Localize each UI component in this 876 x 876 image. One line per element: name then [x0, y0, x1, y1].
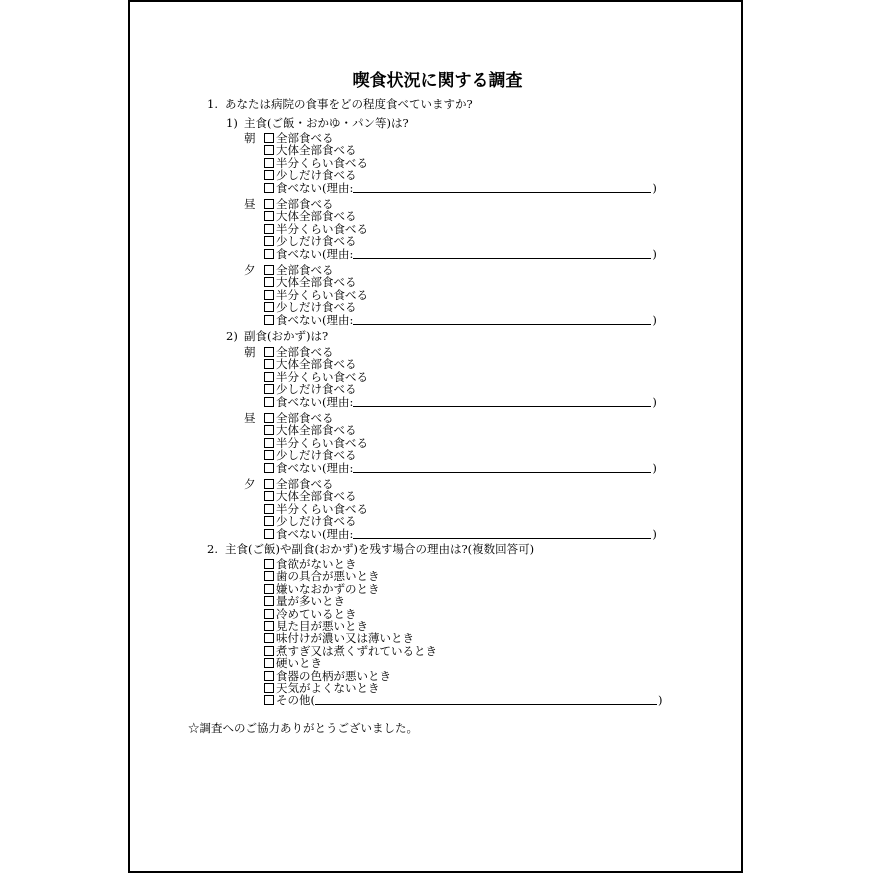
- section-label: 主食(ご飯・おかゆ・パン等)は?: [244, 116, 409, 130]
- checkbox[interactable]: [264, 224, 274, 234]
- checkbox[interactable]: [264, 397, 274, 407]
- checkbox[interactable]: [264, 347, 274, 357]
- question-2: [207, 543, 534, 556]
- option[interactable]: 半分くらい食べる: [264, 289, 657, 301]
- reason-input-line[interactable]: [353, 248, 651, 259]
- meal-label: 夕: [244, 263, 256, 277]
- option[interactable]: 全部食べる: [264, 412, 657, 424]
- option[interactable]: 少しだけ食べる: [264, 169, 657, 181]
- meal-label: 夕: [244, 477, 256, 491]
- reason-input-line[interactable]: [353, 462, 651, 473]
- option[interactable]: 少しだけ食べる: [264, 449, 657, 461]
- question-number: 2.: [207, 542, 218, 556]
- option[interactable]: 半分くらい食べる: [264, 503, 657, 515]
- reason-options: [264, 558, 663, 707]
- option[interactable]: 天気がよくないとき: [264, 682, 663, 694]
- survey-page: [128, 0, 743, 873]
- option[interactable]: 大体全部食べる: [264, 210, 657, 222]
- checkbox[interactable]: [264, 315, 274, 325]
- checkbox[interactable]: [264, 158, 274, 168]
- checkbox[interactable]: [264, 211, 274, 221]
- option[interactable]: 半分くらい食べる: [264, 223, 657, 235]
- option[interactable]: 半分くらい食べる: [264, 157, 657, 169]
- checkbox[interactable]: [264, 683, 274, 693]
- option[interactable]: 歯の具合が悪いとき: [264, 570, 663, 582]
- checkbox[interactable]: [264, 290, 274, 300]
- checkbox[interactable]: [264, 438, 274, 448]
- meal-label: 昼: [244, 197, 256, 211]
- option[interactable]: 少しだけ食べる: [264, 235, 657, 247]
- section-staple-food: [226, 117, 409, 130]
- page-title: 喫食状況に関する調査: [352, 71, 523, 91]
- checkbox[interactable]: [264, 183, 274, 193]
- reason-input-line[interactable]: [353, 314, 651, 325]
- checkbox[interactable]: [264, 450, 274, 460]
- checkbox[interactable]: [264, 463, 274, 473]
- option[interactable]: 冷めているとき: [264, 608, 663, 620]
- option-other-reason[interactable]: 食べない(理由: ): [264, 182, 657, 194]
- reason-input-line[interactable]: [353, 396, 651, 407]
- checkbox[interactable]: [264, 633, 274, 643]
- checkbox[interactable]: [264, 384, 274, 394]
- option[interactable]: 食器の色柄が悪いとき: [264, 670, 663, 682]
- reason-input-line[interactable]: [353, 182, 651, 193]
- meal-label: 昼: [244, 411, 256, 425]
- checkbox[interactable]: [264, 516, 274, 526]
- option[interactable]: 味付けが濃い又は薄いとき: [264, 632, 663, 644]
- checkbox[interactable]: [264, 609, 274, 619]
- option-other[interactable]: その他( ): [264, 694, 663, 706]
- checkbox[interactable]: [264, 559, 274, 569]
- option[interactable]: 大体全部食べる: [264, 144, 657, 156]
- question-text: 主食(ご飯)や副食(おかず)を残す場合の理由は?(複数回答可): [225, 542, 535, 556]
- option[interactable]: 全部食べる: [264, 478, 657, 490]
- checkbox[interactable]: [264, 504, 274, 514]
- checkbox[interactable]: [264, 199, 274, 209]
- option-other-reason[interactable]: 食べない(理由: ): [264, 528, 657, 540]
- option[interactable]: 大体全部食べる: [264, 424, 657, 436]
- option[interactable]: 食欲がないとき: [264, 558, 663, 570]
- checkbox[interactable]: [264, 133, 274, 143]
- section-number: 1): [226, 116, 238, 130]
- option[interactable]: 煮すぎ又は煮くずれているとき: [264, 645, 663, 657]
- option[interactable]: 嫌いなおかずのとき: [264, 583, 663, 595]
- checkbox[interactable]: [264, 479, 274, 489]
- checkbox[interactable]: [264, 491, 274, 501]
- checkbox[interactable]: [264, 621, 274, 631]
- checkbox[interactable]: [264, 372, 274, 382]
- checkbox[interactable]: [264, 571, 274, 581]
- checkbox[interactable]: [264, 359, 274, 369]
- option[interactable]: 全部食べる: [264, 346, 657, 358]
- checkbox[interactable]: [264, 671, 274, 681]
- option-other-reason[interactable]: 食べない(理由: ): [264, 314, 657, 326]
- meal-label: 朝: [244, 345, 256, 359]
- section-number: 2): [226, 329, 238, 343]
- checkbox[interactable]: [264, 646, 274, 656]
- checkbox[interactable]: [264, 584, 274, 594]
- option[interactable]: 全部食べる: [264, 264, 657, 276]
- option[interactable]: 半分くらい食べる: [264, 437, 657, 449]
- checkbox[interactable]: [264, 236, 274, 246]
- checkbox[interactable]: [264, 170, 274, 180]
- question-text: あなたは病院の食事をどの程度食べていますか?: [225, 97, 473, 111]
- option[interactable]: 少しだけ食べる: [264, 515, 657, 527]
- option-other-reason[interactable]: 食べない(理由: ): [264, 462, 657, 474]
- other-input-line[interactable]: [315, 694, 657, 705]
- option[interactable]: 少しだけ食べる: [264, 301, 657, 313]
- checkbox[interactable]: [264, 265, 274, 275]
- checkbox[interactable]: [264, 249, 274, 259]
- checkbox[interactable]: [264, 413, 274, 423]
- checkbox[interactable]: [264, 529, 274, 539]
- question-1: [207, 98, 473, 111]
- meal-label: 朝: [244, 131, 256, 145]
- option[interactable]: 大体全部食べる: [264, 276, 657, 288]
- checkbox[interactable]: [264, 658, 274, 668]
- option[interactable]: 硬いとき: [264, 657, 663, 669]
- option-other-reason[interactable]: 食べない(理由: ): [264, 396, 657, 408]
- option[interactable]: 全部食べる: [264, 132, 657, 144]
- section-side-dish: [226, 330, 328, 343]
- checkbox[interactable]: [264, 425, 274, 435]
- question-number: 1.: [207, 97, 218, 111]
- option[interactable]: 半分くらい食べる: [264, 371, 657, 383]
- section-label: 副食(おかず)は?: [244, 329, 329, 343]
- checkbox[interactable]: [264, 596, 274, 606]
- option[interactable]: 量が多いとき: [264, 595, 663, 607]
- thanks-note: ☆調査へのご協力ありがとうございました。: [188, 721, 418, 735]
- option-other-reason[interactable]: 食べない(理由: ): [264, 248, 657, 260]
- option[interactable]: 大体全部食べる: [264, 358, 657, 370]
- checkbox[interactable]: [264, 145, 274, 155]
- option[interactable]: 全部食べる: [264, 198, 657, 210]
- checkbox[interactable]: [264, 695, 274, 705]
- checkbox[interactable]: [264, 302, 274, 312]
- option[interactable]: 大体全部食べる: [264, 490, 657, 502]
- checkbox[interactable]: [264, 277, 274, 287]
- option[interactable]: 見た目が悪いとき: [264, 620, 663, 632]
- option[interactable]: 少しだけ食べる: [264, 383, 657, 395]
- reason-input-line[interactable]: [353, 528, 651, 539]
